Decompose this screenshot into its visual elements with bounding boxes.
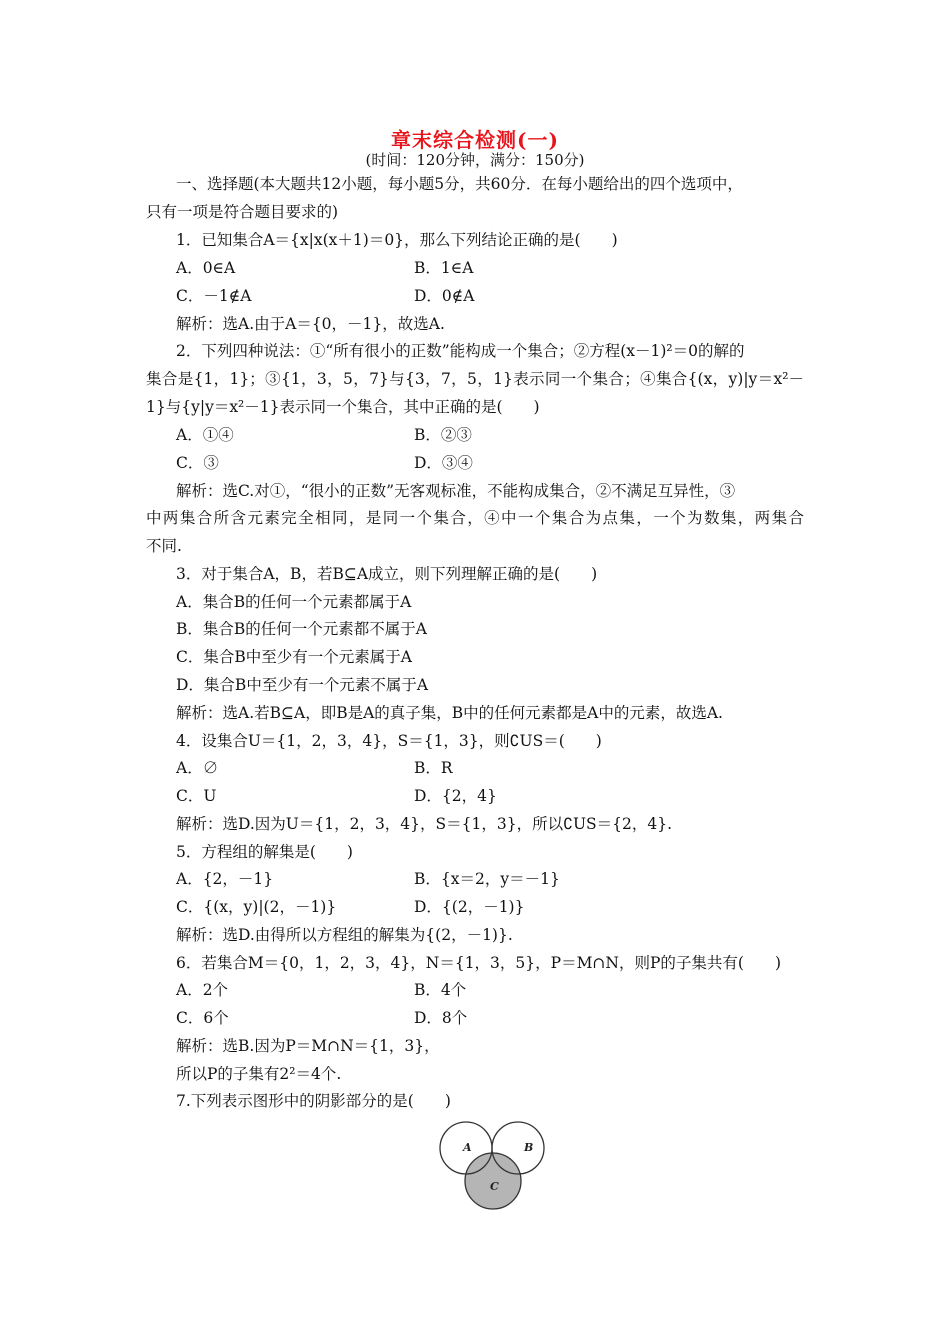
q5-option-b: B．{x＝2，y＝－1}	[414, 870, 560, 888]
q3-stem: 3．对于集合A，B，若B⊆A成立，则下列理解正确的是( )	[176, 565, 598, 583]
q1-option-a: A．0∈A	[176, 259, 236, 277]
q1-option-c: C．－1∉A	[176, 287, 252, 305]
q3-option-d: D．集合B中至少有一个元素不属于A	[176, 676, 429, 694]
q3-answer: 解析：选A.若B⊆A，即B是A的真子集，B中的任何元素都是A中的元素，故选A.	[176, 704, 723, 722]
section-heading: 一、选择题(本大题共12小题，每小题5分，共60分．在每小题给出的四个选项中，	[176, 175, 743, 193]
q6-answer-cont: 所以P的子集有2²＝4个.	[176, 1065, 342, 1083]
venn-circle-b	[492, 1122, 544, 1174]
q4-option-c: C．U	[176, 787, 217, 805]
venn-label-c: C	[490, 1180, 499, 1193]
q5-answer: 解析：选D.由得所以方程组的解集为{(2，－1)}.	[176, 926, 513, 944]
q6-option-a: A．2个	[176, 981, 229, 999]
q2-option-c: C．③	[176, 454, 219, 472]
q7-stem: 7.下列表示图形中的阴影部分的是( )	[176, 1092, 451, 1110]
q1-stem: 1．已知集合A＝{x|x(x＋1)＝0}，那么下列结论正确的是( )	[176, 231, 618, 249]
q4-option-a: A．∅	[176, 759, 219, 777]
q2-option-d: D．③④	[414, 454, 473, 472]
q5-option-c: C．{(x，y)|(2，－1)}	[176, 898, 337, 916]
q6-option-b: B．4个	[414, 981, 467, 999]
q2-stem-cont: 集合是{1，1}；③{1，3，5，7}与{3，7，5，1}表示同一个集合；④集合{(x，y)|y＝x²－	[146, 370, 804, 388]
q2-answer: 解析：选C.对①，“很小的正数”无客观标准，不能构成集合，②不满足互异性，③	[176, 482, 736, 500]
section-heading-cont: 只有一项是符合题目要求的)	[146, 203, 339, 221]
q1-option-d: D．0∉A	[414, 287, 475, 305]
q5-stem: 5．方程组的解集是( )	[176, 843, 353, 861]
document-title: 章末综合检测(一)	[391, 128, 559, 152]
q2-answer-end: 不同.	[146, 537, 182, 555]
q3-option-a: A．集合B的任何一个元素都属于A	[176, 593, 412, 611]
document-subtitle: (时间：120分钟，满分：150分)	[365, 151, 585, 169]
q4-stem: 4．设集合U＝{1，2，3，4}，S＝{1，3}，则∁US＝( )	[176, 732, 602, 750]
q3-option-b: B．集合B的任何一个元素都不属于A	[176, 620, 427, 638]
q4-option-b: B．R	[414, 759, 453, 777]
q1-answer: 解析：选A.由于A＝{0，－1}，故选A.	[176, 315, 445, 333]
q5-option-a: A．{2，－1}	[176, 870, 274, 888]
q1-option-b: B．1∈A	[414, 259, 474, 277]
q4-option-d: D．{2，4}	[414, 787, 497, 805]
q6-option-d: D．8个	[414, 1009, 468, 1027]
venn-label-a: A	[463, 1141, 472, 1154]
q4-answer: 解析：选D.因为U＝{1，2，3，4}，S＝{1，3}，所以∁US＝{2，4}.	[176, 815, 673, 833]
q5-option-d: D．{(2，－1)}	[414, 898, 525, 916]
q6-stem: 6．若集合M＝{0，1，2，3，4}，N＝{1，3，5}，P＝M∩N，则P的子集共有( )	[176, 954, 782, 972]
q2-option-b: B．②③	[414, 426, 472, 444]
q2-answer-cont: 中两集合所含元素完全相同，是同一个集合，④中一个集合为点集，一个为数集，两集合	[146, 509, 804, 527]
q2-stem: 2．下列四种说法：①“所有很小的正数”能构成一个集合；②方程(x－1)²＝0的解的	[176, 342, 745, 360]
q6-answer: 解析：选B.因为P＝M∩N＝{1，3}，	[176, 1037, 440, 1055]
q6-option-c: C．6个	[176, 1009, 229, 1027]
venn-diagram	[436, 1120, 548, 1210]
venn-label-b: B	[524, 1141, 534, 1154]
q2-stem-end: 1}与{y|y＝x²－1}表示同一个集合，其中正确的是( )	[146, 398, 540, 416]
q2-option-a: A．①④	[176, 426, 234, 444]
q3-option-c: C．集合B中至少有一个元素属于A	[176, 648, 412, 666]
